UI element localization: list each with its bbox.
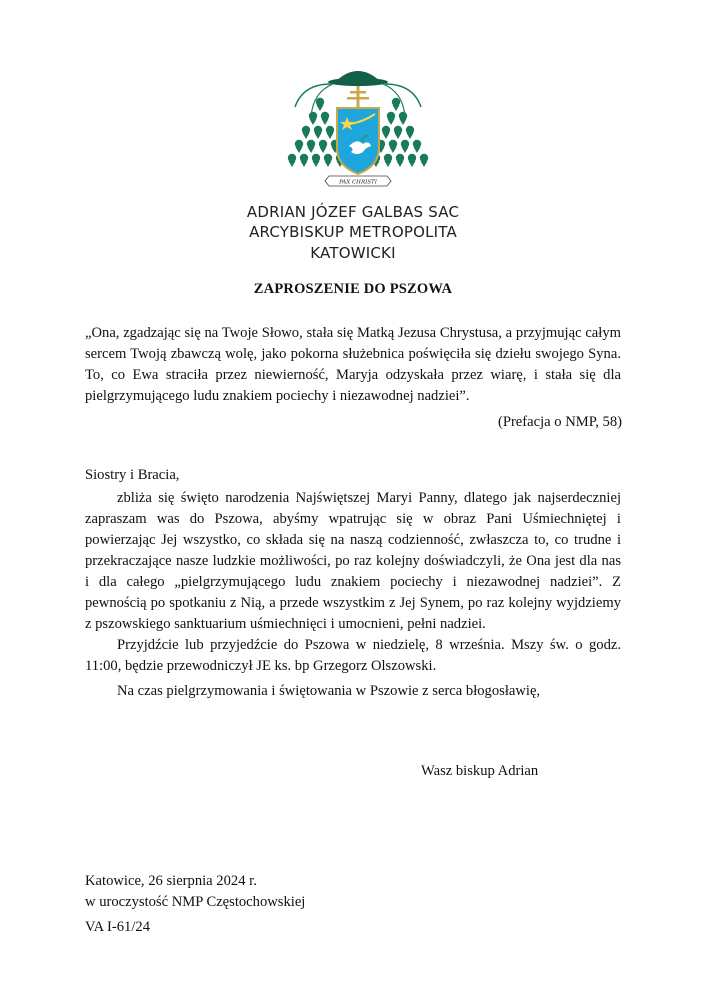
letter-title: ZAPROSZENIE DO PSZOWA (253, 281, 453, 297)
issuer-name: ADRIAN JÓZEF GALBAS SAC (246, 203, 460, 221)
signature: Wasz biskup Adrian (421, 763, 539, 779)
coat-of-arms (283, 62, 433, 192)
issuer-see: KATOWICKI (310, 244, 396, 262)
paragraph-blessing: Na czas pielgrzymowania i świętowania w Pszowie z serca błogosławię, (117, 683, 541, 699)
motto-text: PAX CHRISTI (339, 179, 377, 186)
greeting: Siostry i Bracia, (85, 467, 180, 483)
paragraph-invitation: zbliża się święto narodzenia Najświętszej Maryi Panny, dlatego jak najserdeczniej zapraszam was do Pszowa, abyśmy wpatrując się w obraz Pani Uśmiechniętej i powierzając Jej wszystko, co składa się na naszą codzienność, zwłaszcza to, co trudne i przekraczające nasze ludzkie możliwości, po raz kolejny doświadczyli, że Ona jest dla nas i dla całego „pielgrzymującego ludu znakiem pociechy i niezawodnej nadziei”. Z pewnością po spotkaniu z Nią, a przede wszystkim z Jej Synem, po raz kolejny wyjdziemy z pszowskiego sanktuarium uśmiechnięci i umocnieni, pełni nadziei. (85, 490, 621, 632)
opening-quote: „Ona, zgadzając się na Twoje Słowo, stała się Matką Jezusa Chrystusa, a przyjmując całym sercem Twoją zbawczą wolę, jako pokorna służebnica poświęciła się dziełu swojego Syna. To, co Ewa straciła przez niewierność, Maryja odzyskała przez wiarę, i stała się dla pielgrzymującego ludu znakiem pociechy i niezawodnej nadziei”. (85, 325, 621, 404)
reference-number: VA I-61/24 (85, 919, 151, 935)
quote-source: (Prefacja o NMP, 58) (497, 414, 622, 430)
issuer-title: ARCYBISKUP METROPOLITA (249, 223, 457, 241)
place-date: Katowice, 26 sierpnia 2024 r. (85, 873, 257, 889)
paragraph-mass-details: Przyjdźcie lub przyjedźcie do Pszowa w niedzielę, 8 września. Mszy św. o godz. 11:00, będzie przewodniczył JE ks. bp Grzegorz Olszowski. (85, 637, 621, 674)
occasion: w uroczystość NMP Częstochowskiej (85, 894, 306, 910)
